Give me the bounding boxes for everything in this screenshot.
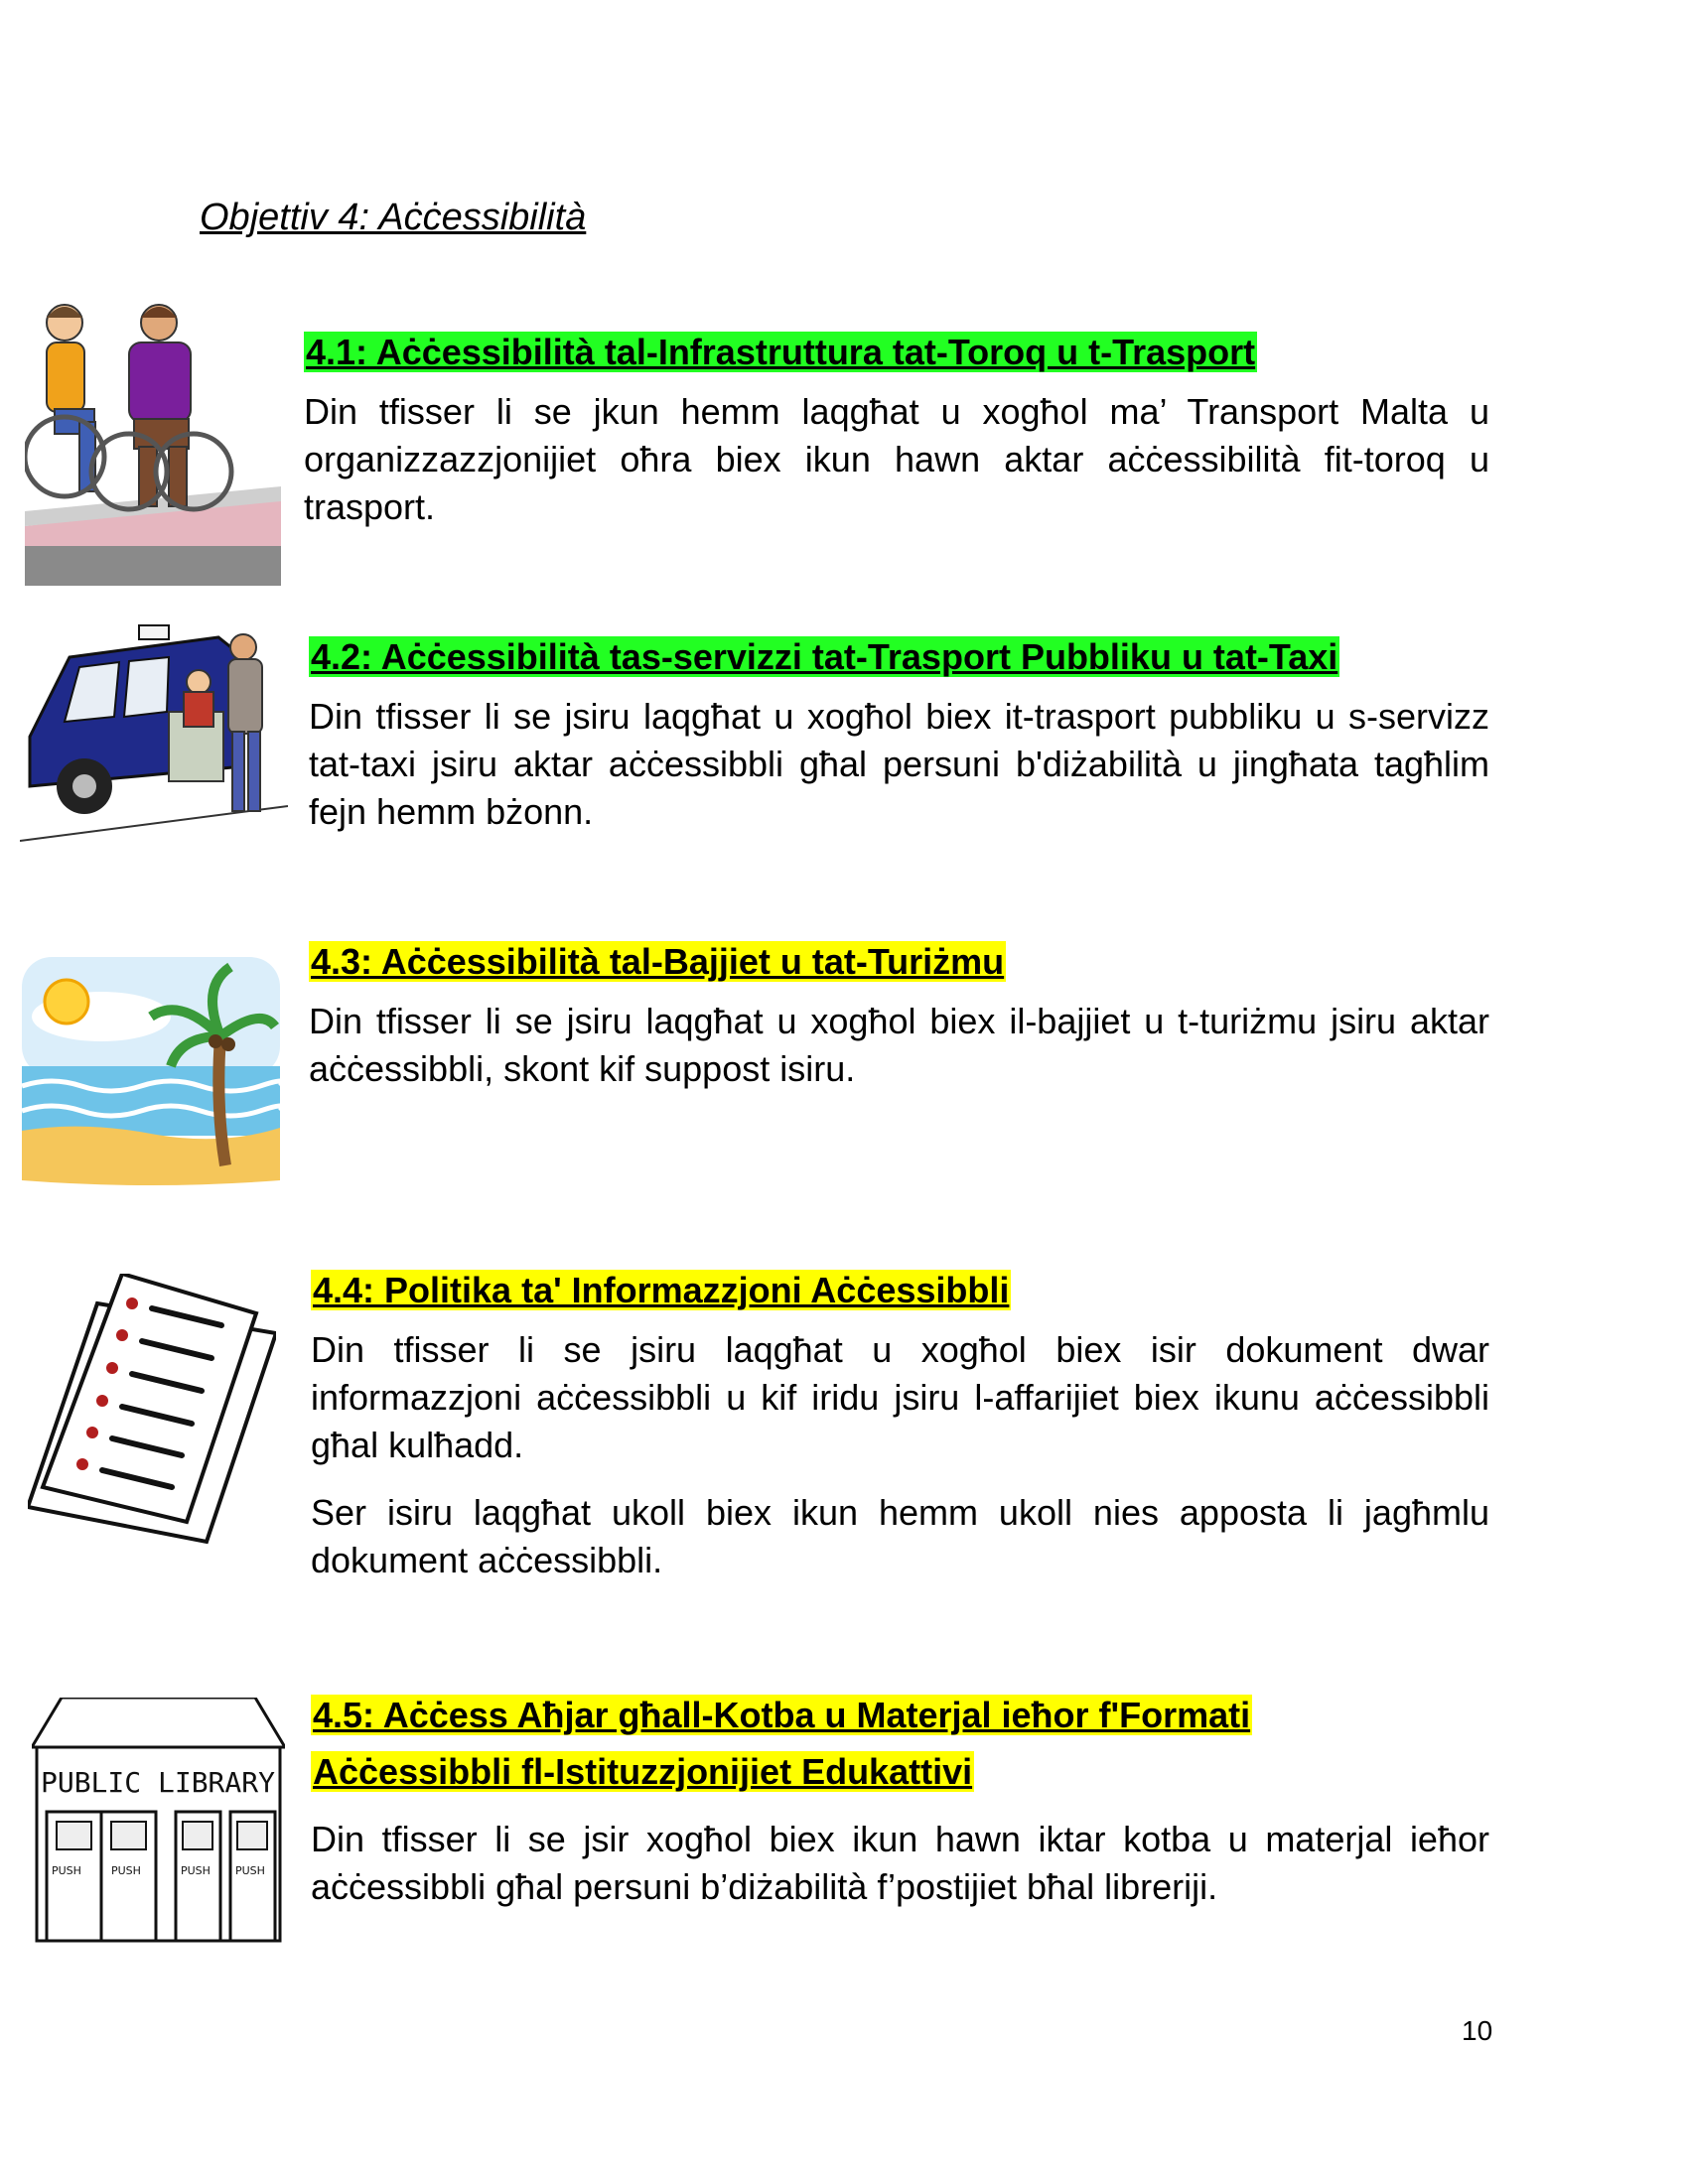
section-paragraph: Din tfisser li se jsiru laqgħat u xogħol biex it-trasport pubbliku u s-servizz tat-taxi jsiru aktar aċċessibbli għal persuni b'diżabilità u jingħata tagħlim fejn hemm bżonn.: [309, 696, 1489, 832]
push-label: PUSH: [52, 1864, 81, 1877]
section-title: [311, 1691, 1489, 1804]
section-title: 4.3: Aċċessibilità tal-Bajjiet u tat-Turiżmu: [311, 941, 1005, 982]
section-title-line2: Aċċessibbli fl-Istituzzjonijiet Edukattivi: [313, 1751, 973, 1792]
section-paragraph: Din tfisser li se jsiru laqgħat u xogħol biex isir dokument dwar informazzjoni aċċessibbli u kif iridu jsiru l-affarijiet biex ikunu aċċessibbli għal kulħadd.: [311, 1329, 1489, 1465]
beach-palm-icon: [22, 957, 280, 1185]
wheelchair-users-icon: [25, 298, 281, 586]
page-heading: Objettiv 4: Aċċessibilità: [200, 197, 587, 238]
library-sign: PUBLIC LIBRARY: [40, 1766, 276, 1799]
section-paragraph: Ser isiru laqgħat ukoll biex ikun hemm ukoll nies apposta li jagħmlu dokument aċċessibbli.: [311, 1492, 1489, 1580]
public-library-icon: [32, 1698, 285, 1946]
section-paragraph: Din tfisser li se jsir xogħol biex ikun hawn iktar kotba u materjal ieħor aċċessibbli għal persuni b’diżabilità f’postijiet bħal libreriji.: [311, 1819, 1489, 1907]
document-list-icon: [28, 1274, 276, 1552]
section-title-line1: 4.5: Aċċess Aħjar għall-Kotba u Materjal ieħor f'Formati: [313, 1695, 1251, 1735]
section-4-1-content: [304, 328, 1489, 551]
section-paragraph: Din tfisser li se jsiru laqgħat u xogħol biex il-bajjiet u t-turiżmu jsiru aktar aċċessibbli, skont kif suppost isiru.: [309, 1001, 1489, 1089]
page-number: 10: [1462, 2015, 1493, 2046]
section-title: 4.2: Aċċessibilità tas-servizzi tat-Trasport Pubbliku u tat-Taxi: [311, 636, 1338, 677]
section-4-4-content: [311, 1266, 1489, 1604]
push-label: PUSH: [181, 1864, 211, 1877]
section-title: 4.4: Politika ta' Informazzjoni Aċċessibbli: [313, 1270, 1010, 1310]
section-paragraph: Din tfisser li se jkun hemm laqgħat u xogħol ma’ Transport Malta u organizzazzjonijiet oħra biex ikun hawn aktar aċċessibilità fit-toroq u trasport.: [304, 391, 1489, 527]
section-4-3-content: [309, 937, 1489, 1113]
push-label: PUSH: [111, 1864, 141, 1877]
accessible-taxi-icon: [20, 617, 288, 846]
section-4-2-content: [309, 632, 1489, 856]
section-4-5-content: [311, 1691, 1489, 1931]
section-title: 4.1: Aċċessibilità tal-Infrastruttura tat-Toroq u t-Trasport: [306, 332, 1256, 372]
push-label: PUSH: [235, 1864, 265, 1877]
